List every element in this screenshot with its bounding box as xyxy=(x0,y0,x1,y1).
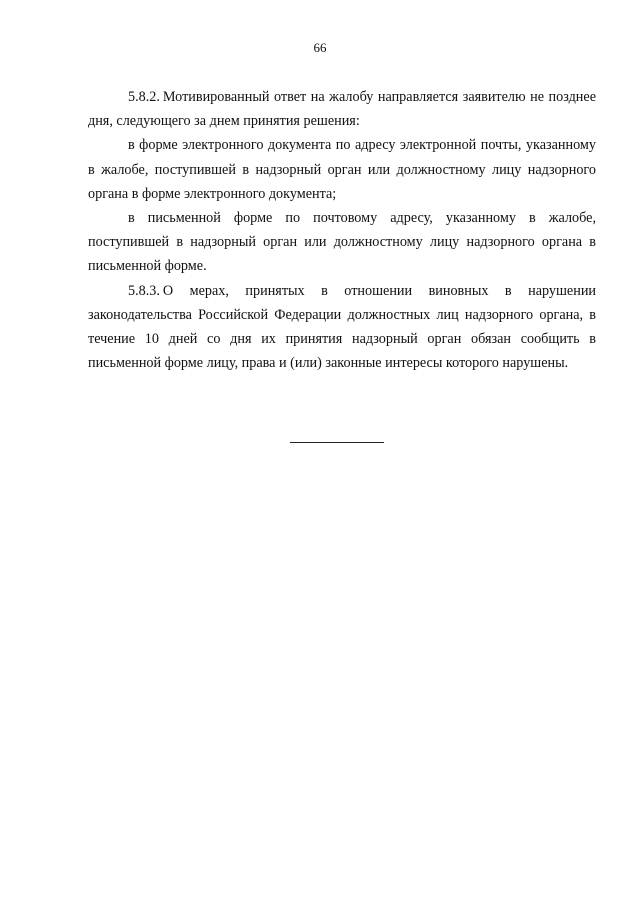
paragraph-text: О мерах, принятых в отношении виновных в нарушении законодательства Российской Федерации должностных лиц надзорного органа, в течение 10 дней со дня их принятия надзорный орган обязан сообщить в письменной форме лицу, права и (или) законные интересы которого нарушены. xyxy=(88,282,596,372)
document-body xyxy=(88,85,596,375)
end-of-document-rule xyxy=(290,442,384,443)
paragraph-5-8-2 xyxy=(88,85,596,133)
paragraph-written-form xyxy=(88,206,596,279)
paragraph-number: 5.8.3. xyxy=(128,282,160,299)
paragraph-text: в форме электронного документа по адресу электронной почты, указанному в жалобе, поступившей в надзорный орган или должностному лицу надзорного органа в форме электронного документа; xyxy=(88,137,596,202)
paragraph-text: в письменной форме по почтовому адресу, указанному в жалобе, поступившей в надзорный орган или должностному лицу надзорного органа в письменной форме. xyxy=(88,210,596,275)
paragraph-electronic-form xyxy=(88,133,596,206)
paragraph-number: 5.8.2. xyxy=(128,89,160,105)
paragraph-5-8-3 xyxy=(88,279,596,376)
paragraph-text: Мотивированный ответ на жалобу направляется заявителю не позднее дня, следующего за днем принятия решения: xyxy=(88,89,596,130)
page-number: 66 xyxy=(313,40,327,55)
